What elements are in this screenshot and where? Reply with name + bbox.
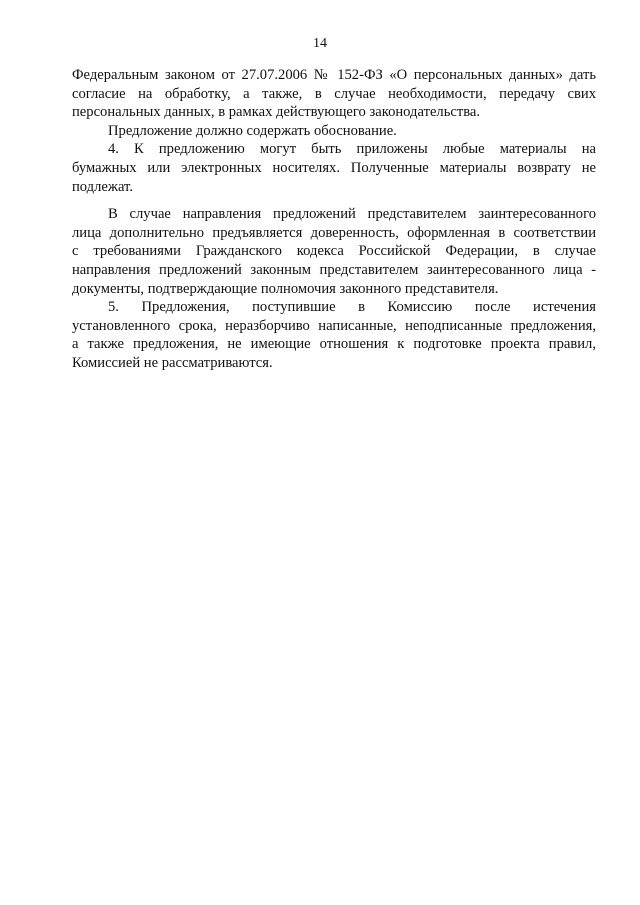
paragraph-representative [72, 205, 596, 298]
text-line: а также предложения, не имеющие отношения к подготовке проекта правил, [72, 336, 596, 353]
text-line: В случае направления предложений представителем заинтересованного [108, 206, 596, 223]
paragraph-item-4 [72, 140, 596, 196]
paragraph-personal-data-consent [72, 66, 596, 122]
page-number: 14 [313, 36, 327, 51]
text-line: документы, подтверждающие полномочия законного представителя. [72, 280, 499, 297]
paragraph-item-5 [72, 298, 596, 372]
text-line: Комиссией не рассматриваются. [72, 354, 273, 371]
text-line: Предложение должно содержать обоснование. [108, 122, 397, 139]
document-body [72, 66, 596, 373]
text-line: Федеральным законом от 27.07.2006 № 152-ФЗ «О персональных данных» дать [72, 67, 596, 83]
text-line: направления предложений законным представителем заинтересованного лица - [72, 261, 596, 278]
text-line: лица дополнительно предъявляется доверенность, оформленная в соответствии [72, 224, 596, 241]
text-line: персональных данных, в рамках действующего законодательства. [72, 104, 481, 121]
paragraph-justification [72, 122, 596, 141]
text-line: согласие на обработку, а также, в случае необходимости, передачу свих [72, 85, 596, 102]
text-line: 5. Предложения, поступившие в Комиссию после истечения [108, 299, 596, 316]
text-line: установленного срока, неразборчиво написанные, неподписанные предложения, [72, 317, 596, 334]
text-line: подлежат. [72, 178, 133, 195]
text-line: 4. К предложению могут быть приложены любые материалы на [108, 141, 596, 158]
text-line: бумажных или электронных носителях. Полученные материалы возврату не [72, 159, 596, 176]
text-line: с требованиями Гражданского кодекса Российской Федерации, в случае [72, 243, 596, 260]
